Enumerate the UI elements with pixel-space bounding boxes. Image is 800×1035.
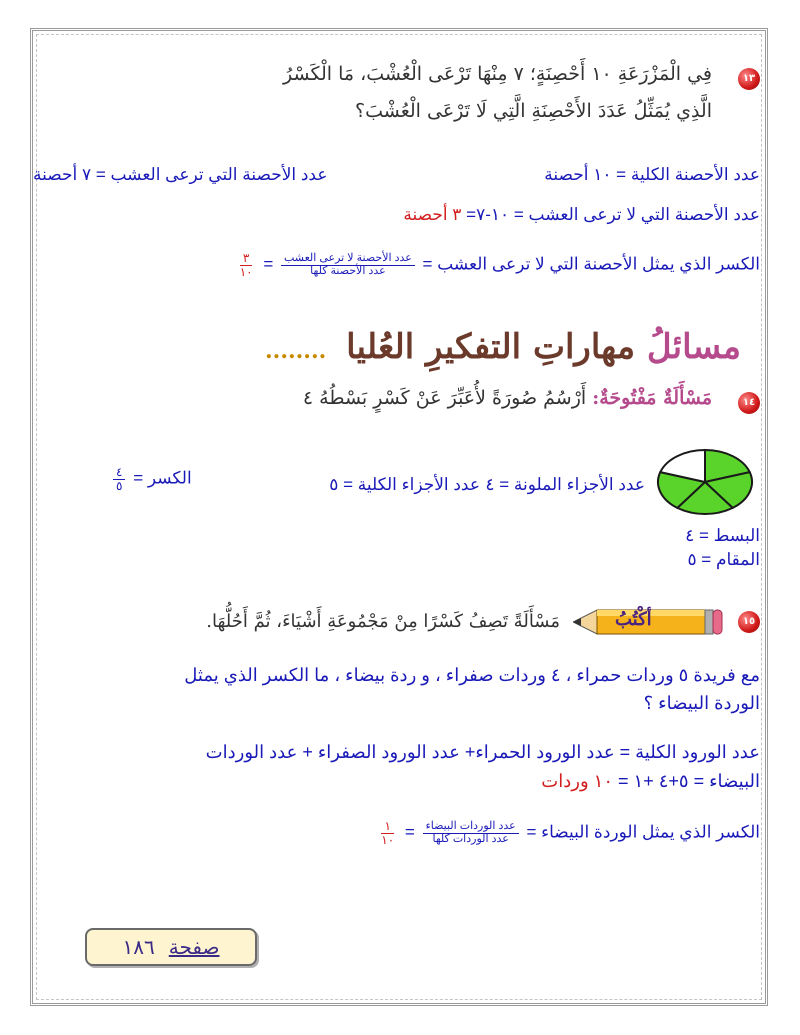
q15-numeric-denominator: ١٠	[381, 832, 395, 847]
question-13-badge: ١٣	[738, 68, 760, 90]
q14-denominator-line: المقام = ٥	[687, 550, 760, 569]
q15-sum-line-1: عدد الورود الكلية = عدد الورود الحمراء+ عدد الورود الصفراء + عدد الوردات	[205, 742, 760, 762]
q14-total-parts: عدد الأجزاء الكلية = ٥	[329, 475, 480, 494]
q13-not-grazing-line	[403, 205, 760, 225]
question-13-line-1: فِي الْمَزْرَعَةِ ١٠ أَحْصِنَةٍ؛ ٧ مِنْهَا تَرْعَى الْعُشْبَ، مَا الْكَسْرُ	[283, 63, 712, 85]
q13-word-fraction	[281, 253, 415, 277]
question-15-badge: ١٥	[738, 611, 760, 633]
pencil-write-label: أكْتُبُ	[615, 609, 652, 630]
pie-slices	[658, 450, 752, 514]
q15-word-fraction-numerator: عدد الوردات البيضاء	[423, 821, 519, 834]
q15-problem-line-1: مع فريدة ٥ وردات حمراء ، ٤ وردات صفراء ، و ردة بيضاء ، ما الكسر الذي يمثل	[184, 665, 760, 685]
page-number-box	[85, 928, 257, 966]
section-title-dots: ........	[265, 338, 327, 364]
q13-word-fraction-numerator: عدد الأحصنة لا ترعى العشب	[281, 253, 415, 266]
question-13-line-2: الَّذِي يُمَثِّلُ عَدَدَ الأَحْصِنَةِ الَّتِي لَا تَرْعَى الْعُشْبَ؟	[355, 100, 712, 122]
q13-numeric-denominator: ١٠	[239, 264, 253, 279]
q13-numeric-fraction	[237, 252, 256, 278]
pie-fraction-drawing	[655, 447, 755, 517]
q14-fraction-label: الكسر =	[133, 468, 192, 488]
q13-not-grazing-result: ٣ أحصنة	[403, 205, 467, 224]
q15-numeric-numerator: ١	[381, 820, 393, 834]
q15-sum-line-2	[541, 771, 760, 792]
q15-fraction-label: الكسر الذي يمثل الوردة البيضاء =	[526, 822, 760, 842]
q13-fraction-label: الكسر الذي يمثل الأحصنة التي لا ترعى العشب =	[422, 254, 760, 274]
question-14-badge: ١٤	[738, 392, 760, 414]
q13-total-horses: عدد الأحصنة الكلية = ١٠ أحصنة	[544, 165, 760, 184]
q14-colored-parts: عدد الأجزاء الملونة = ٤	[485, 475, 645, 494]
q13-not-grazing-prefix: عدد الأحصنة التي لا ترعى العشب = ١٠-٧=	[466, 205, 760, 224]
page-label: صفحة	[168, 935, 220, 959]
section-title-rest: مهاراتِ التفكيرِ العُليا	[346, 327, 636, 367]
q14-open-problem-label: مَسْأَلَةٌ مَفْتُوحَةٌ:	[592, 387, 712, 409]
q14-prompt: أَرْسُمُ صُورَةً لأُعَبِّرَ عَنْ كَسْرٍ بَسْطُهُ ٤	[302, 387, 587, 409]
q15-sum-result: ١٠ وردات	[541, 771, 619, 791]
q13-grazing-horses: عدد الأحصنة التي ترعى العشب = ٧ أحصنة	[33, 165, 328, 184]
q15-word-fraction	[423, 821, 519, 845]
q13-numeric-numerator: ٣	[240, 252, 252, 266]
question-15-line: مَسْأَلَةً تَصِفُ كَسْرًا مِنْ مَجْمُوعَةِ أَشْيَاءَ، ثُمَّ أَحُلُّهَا.	[206, 611, 560, 632]
q15-sum-prefix: البيضاء = ٥+٤ +١ =	[618, 771, 760, 791]
question-14-line	[303, 387, 712, 409]
q15-fraction-line: الكسر الذي يمثل الوردة البيضاء = $\frac{\text{عدد الوردات البيضاء}}{\text{عدد الوردات كلها}}$ = $\frac{١}{١٠}$	[375, 820, 760, 846]
section-title-first-word: مسائلُ	[646, 327, 742, 367]
q13-word-fraction-denominator: عدد الأحصنة كلها	[310, 264, 386, 277]
q14-numerator-digit: ٤	[113, 466, 125, 480]
higher-order-thinking-title	[265, 327, 741, 367]
q13-fraction-line: الكسر الذي يمثل الأحصنة التي لا ترعى العشب = $\frac{\text{عدد الأحصنة لا ترعى العشب}}{\text{عدد الأحصنة كلها}}$ = $\frac{٣}{١٠}$	[234, 252, 760, 278]
page-number: ١٨٦	[122, 935, 155, 959]
q14-denominator-digit: ٥	[116, 478, 123, 493]
q15-numeric-fraction	[378, 820, 397, 846]
q14-numerator-line: البسط = ٤	[685, 526, 760, 545]
q14-fraction-line	[110, 466, 192, 492]
q15-problem-line-2: الوردة البيضاء ؟	[643, 693, 760, 713]
q14-numeric-fraction	[113, 466, 125, 492]
q15-word-fraction-denominator: عدد الوردات كلها	[432, 832, 509, 845]
